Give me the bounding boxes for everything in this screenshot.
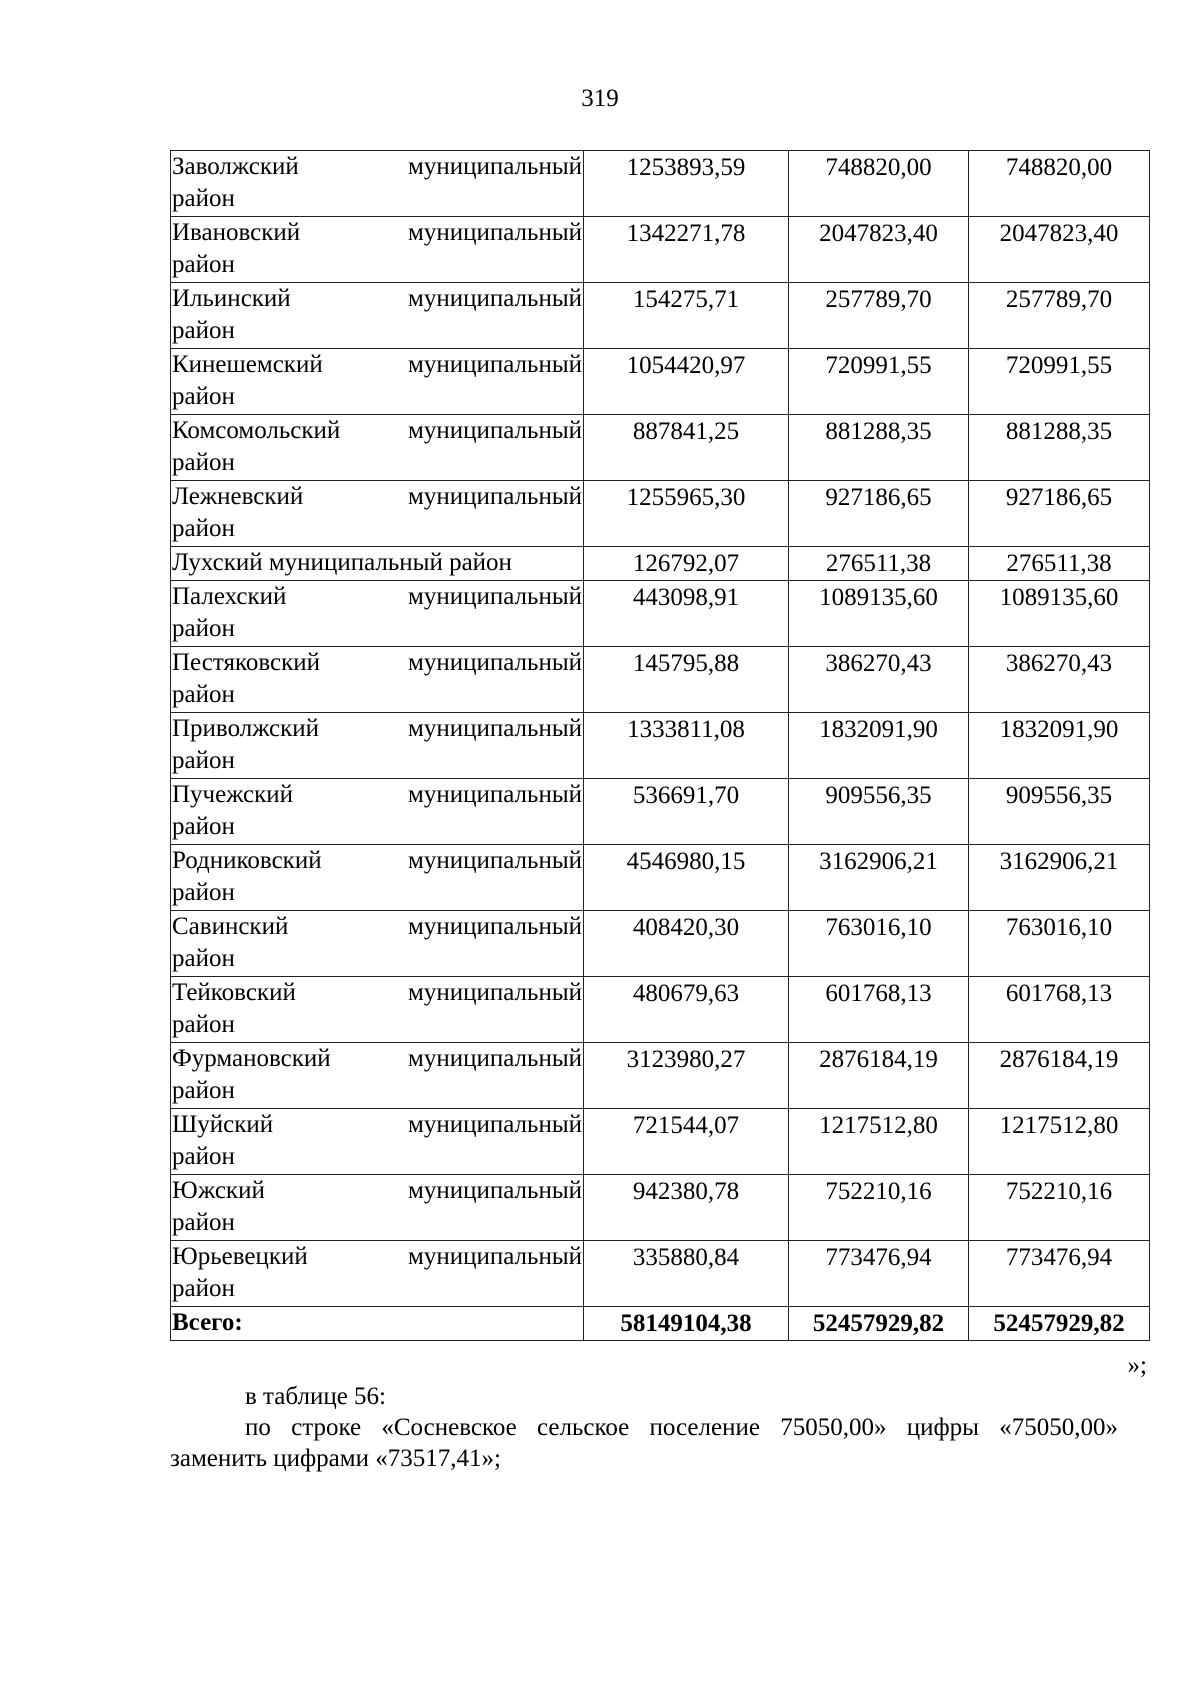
district-name-cell [171, 581, 584, 647]
district-type: муниципальный [408, 913, 582, 940]
table-row [171, 415, 1150, 481]
district-name-line [172, 1043, 582, 1075]
amount-cell-3: 2047823,40 [969, 217, 1150, 283]
district-name: Ильинский [172, 285, 291, 312]
district-type-tail: район [172, 251, 235, 278]
amount-cell-3: 763016,10 [969, 911, 1150, 977]
district-name-cell [171, 481, 584, 547]
district-type: муниципальный [408, 715, 582, 742]
amount-cell-3: 720991,55 [969, 349, 1150, 415]
district-name: Заволжский [172, 153, 299, 180]
district-name-line [172, 911, 582, 943]
amount-cell-1: 1333811,08 [584, 713, 789, 779]
district-name-cell [171, 779, 584, 845]
district-name: Савинский [172, 913, 289, 940]
amount-cell-1: 480679,63 [584, 977, 789, 1043]
district-name-cell [171, 647, 584, 713]
district-type-tail: район [172, 317, 235, 344]
amount-cell-2: 909556,35 [789, 779, 969, 845]
district-name-line [172, 217, 582, 249]
district-name-line [172, 647, 582, 679]
district-type-tail: район [172, 879, 235, 906]
amount-cell-3: 1089135,60 [969, 581, 1150, 647]
table-row [171, 1241, 1150, 1307]
district-name: Палехский [172, 583, 287, 610]
amount-cell-2: 927186,65 [789, 481, 969, 547]
district-name-cell [171, 911, 584, 977]
amount-cell-2: 720991,55 [789, 349, 969, 415]
district-name: Лежневский [172, 483, 304, 510]
district-type-tail: район [172, 1209, 235, 1236]
district-name-cell [171, 217, 584, 283]
district-name-cell [171, 547, 584, 581]
district-type-tail: район [172, 1011, 235, 1038]
table-row [171, 977, 1150, 1043]
table-body [171, 151, 1150, 1341]
district-name: Кинешемский [172, 351, 323, 378]
table-row [171, 547, 1150, 581]
amount-cell-2: 276511,38 [789, 547, 969, 581]
amount-cell-3: 773476,94 [969, 1241, 1150, 1307]
amount-cell-3: 2876184,19 [969, 1043, 1150, 1109]
amount-cell-1: 1253893,59 [584, 151, 789, 217]
amount-cell-1: 1342271,78 [584, 217, 789, 283]
amount-cell-3: 909556,35 [969, 779, 1150, 845]
page-number: 319 [581, 85, 619, 112]
district-name-line [172, 349, 582, 381]
district-type: муниципальный [408, 153, 582, 180]
district-name: Приволжский [172, 715, 320, 742]
amount-cell-1: 443098,91 [584, 581, 789, 647]
district-name-line [172, 283, 582, 315]
district-type-tail: район [172, 449, 235, 476]
district-name-cell [171, 1043, 584, 1109]
amount-cell-1: 3123980,27 [584, 1043, 789, 1109]
district-name: Юрьевецкий [172, 1243, 308, 1270]
amount-cell-1: 721544,07 [584, 1109, 789, 1175]
district-type: муниципальный [408, 285, 582, 312]
amount-cell-2: 3162906,21 [789, 845, 969, 911]
district-name: Лухский муниципальный район [172, 549, 512, 576]
table-row [171, 151, 1150, 217]
amount-cell-3: 1832091,90 [969, 713, 1150, 779]
amount-cell-1: 335880,84 [584, 1241, 789, 1307]
table-row [171, 217, 1150, 283]
district-name: Родниковский [172, 847, 322, 874]
paragraph-table-reference: в таблице 56: [245, 1383, 387, 1410]
district-type: муниципальный [408, 847, 582, 874]
district-name-cell [171, 151, 584, 217]
table-row [171, 845, 1150, 911]
amount-cell-2: 386270,43 [789, 647, 969, 713]
district-name: Шуйский [172, 1111, 274, 1138]
amount-cell-2: 1832091,90 [789, 713, 969, 779]
table-row [171, 779, 1150, 845]
amount-cell-1: 942380,78 [584, 1175, 789, 1241]
district-type-tail: район [172, 747, 235, 774]
amount-cell-3: 748820,00 [969, 151, 1150, 217]
district-name: Фурмановский [172, 1045, 331, 1072]
district-type: муниципальный [408, 219, 582, 246]
district-type-tail: район [172, 1077, 235, 1104]
total-amount-1: 58149104,38 [584, 1307, 789, 1341]
district-name: Ивановский [172, 219, 301, 246]
district-type: муниципальный [408, 1045, 582, 1072]
district-name-line [172, 581, 582, 613]
district-type-tail: район [172, 515, 235, 542]
district-name-cell [171, 845, 584, 911]
amount-cell-3: 3162906,21 [969, 845, 1150, 911]
district-type: муниципальный [408, 1243, 582, 1270]
district-name-line [172, 977, 582, 1009]
amount-cell-3: 601768,13 [969, 977, 1150, 1043]
district-type-tail: район [172, 681, 235, 708]
district-name: Тейковский [172, 979, 296, 1006]
district-type: муниципальный [408, 979, 582, 1006]
table-row [171, 349, 1150, 415]
amount-cell-1: 126792,07 [584, 547, 789, 581]
district-name-cell [171, 1109, 584, 1175]
district-type: муниципальный [408, 1177, 582, 1204]
amount-cell-2: 2876184,19 [789, 1043, 969, 1109]
district-name-line [172, 415, 582, 447]
table-row [171, 1043, 1150, 1109]
amount-cell-2: 773476,94 [789, 1241, 969, 1307]
table-row [171, 283, 1150, 349]
table-row [171, 911, 1150, 977]
district-name-line [172, 151, 582, 183]
district-name-line [172, 779, 582, 811]
closing-quote: »; [1127, 1352, 1147, 1379]
amount-cell-1: 4546980,15 [584, 845, 789, 911]
total-label: Всего: [171, 1307, 584, 1341]
district-name: Южский [172, 1177, 265, 1204]
table-row [171, 481, 1150, 547]
amount-cell-1: 1255965,30 [584, 481, 789, 547]
amount-cell-2: 1217512,80 [789, 1109, 969, 1175]
amount-cell-2: 752210,16 [789, 1175, 969, 1241]
district-name: Комсомольский [172, 417, 341, 444]
district-type-tail: район [172, 185, 235, 212]
district-name-cell [171, 283, 584, 349]
district-type: муниципальный [408, 781, 582, 808]
district-name-cell [171, 977, 584, 1043]
district-name-cell [171, 349, 584, 415]
amount-cell-3: 752210,16 [969, 1175, 1150, 1241]
district-type-tail: район [172, 383, 235, 410]
amount-cell-3: 927186,65 [969, 481, 1150, 547]
district-name-cell [171, 713, 584, 779]
district-name-line [172, 481, 582, 513]
amount-cell-3: 257789,70 [969, 283, 1150, 349]
total-amount-2: 52457929,82 [789, 1307, 969, 1341]
district-name-line [172, 1241, 582, 1273]
amount-cell-1: 536691,70 [584, 779, 789, 845]
amount-cell-2: 2047823,40 [789, 217, 969, 283]
district-name: Пучежский [172, 781, 294, 808]
district-name-cell [171, 1241, 584, 1307]
district-type: муниципальный [408, 583, 582, 610]
amount-cell-2: 257789,70 [789, 283, 969, 349]
table-row [171, 1109, 1150, 1175]
amount-cell-3: 276511,38 [969, 547, 1150, 581]
district-name-line [172, 845, 582, 877]
amount-cell-1: 154275,71 [584, 283, 789, 349]
total-amount-3: 52457929,82 [969, 1307, 1150, 1341]
amount-cell-1: 1054420,97 [584, 349, 789, 415]
district-name-line [172, 713, 582, 745]
table-row [171, 713, 1150, 779]
amount-cell-3: 386270,43 [969, 647, 1150, 713]
paragraph-amendment: по строке «Сосневское сельское поселение 75050,00» цифры «75050,00» заменить цифрами «73517,41»; [170, 1414, 1118, 1472]
table-row [171, 581, 1150, 647]
amount-cell-2: 881288,35 [789, 415, 969, 481]
district-name-line [172, 1175, 582, 1207]
district-type: муниципальный [408, 649, 582, 676]
amount-cell-1: 887841,25 [584, 415, 789, 481]
budget-table [170, 150, 1150, 1341]
total-row [171, 1307, 1150, 1341]
budget-table-container [170, 150, 1150, 1341]
amount-cell-1: 145795,88 [584, 647, 789, 713]
district-type-tail: район [172, 813, 235, 840]
amount-cell-2: 1089135,60 [789, 581, 969, 647]
district-type-tail: район [172, 1143, 235, 1170]
district-type-tail: район [172, 615, 235, 642]
district-name-cell [171, 1175, 584, 1241]
district-name-line [172, 1109, 582, 1141]
district-type-tail: район [172, 1275, 235, 1302]
table-row [171, 1175, 1150, 1241]
amount-cell-3: 1217512,80 [969, 1109, 1150, 1175]
table-row [171, 647, 1150, 713]
amount-cell-2: 748820,00 [789, 151, 969, 217]
district-type: муниципальный [408, 417, 582, 444]
amount-cell-3: 881288,35 [969, 415, 1150, 481]
amount-cell-2: 601768,13 [789, 977, 969, 1043]
district-name: Пестяковский [172, 649, 320, 676]
district-type: муниципальный [408, 351, 582, 378]
amount-cell-2: 763016,10 [789, 911, 969, 977]
district-name-cell [171, 415, 584, 481]
district-type: муниципальный [408, 1111, 582, 1138]
amount-cell-1: 408420,30 [584, 911, 789, 977]
district-type: муниципальный [408, 483, 582, 510]
district-type-tail: район [172, 945, 235, 972]
